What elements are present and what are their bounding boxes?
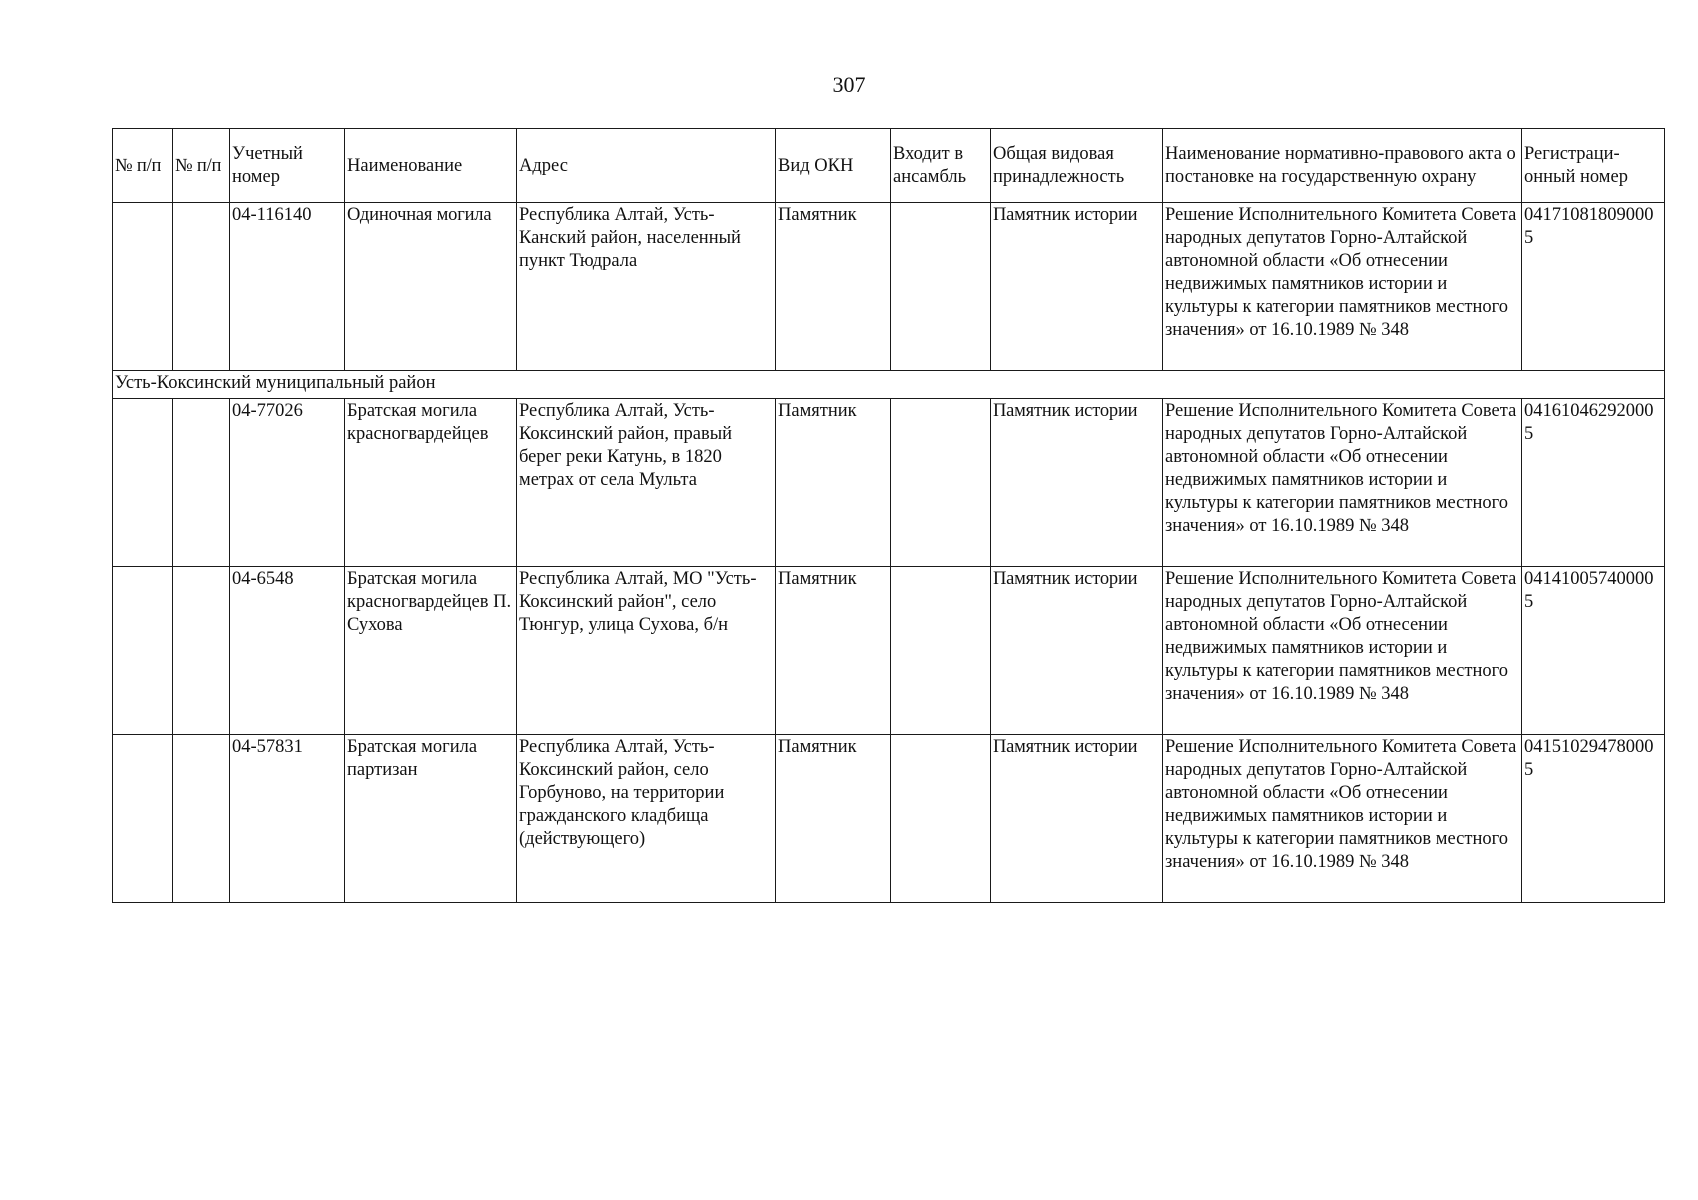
cell-category: Памятник истории (991, 567, 1163, 735)
cell-address: Республика Алтай, Усть-Коксинский район, село Горбуново, на территории гражданского кладбища (действующего) (517, 735, 776, 903)
header-account-number: Учетный номер (230, 129, 345, 203)
cell-category: Памятник истории (991, 735, 1163, 903)
monuments-table (112, 128, 1665, 903)
cell-account-number: 04-116140 (230, 203, 345, 371)
header-category: Общая видовая принадлежность (991, 129, 1163, 203)
cell-address: Республика Алтай, МО "Усть-Коксинский район", село Тюнгур, улица Сухова, б/н (517, 567, 776, 735)
cell-legal-act: Решение Исполнительного Комитета Совета народных депутатов Горно-Алтайской автономной области «Об отнесении недвижимых памятников истории и культуры к категории памятников местного значения» от 16.10.1989 № 348 (1163, 567, 1522, 735)
cell-num2 (173, 203, 230, 371)
cell-account-number: 04-57831 (230, 735, 345, 903)
header-address: Адрес (517, 129, 776, 203)
cell-category: Памятник истории (991, 203, 1163, 371)
cell-address: Республика Алтай, Усть-Коксинский район, правый берег реки Катунь, в 1820 метрах от села Мульта (517, 399, 776, 567)
cell-ensemble (891, 203, 991, 371)
cell-num1 (113, 567, 173, 735)
cell-ensemble (891, 735, 991, 903)
cell-okn-type: Памятник (776, 567, 891, 735)
cell-num2 (173, 399, 230, 567)
header-legal-act: Наименование нормативно-правового акта о постановке на государственную охрану (1163, 129, 1522, 203)
cell-legal-act: Решение Исполнительного Комитета Совета народных депутатов Горно-Алтайской автономной области «Об отнесении недвижимых памятников истории и культуры к категории памятников местного значения» от 16.10.1989 № 348 (1163, 735, 1522, 903)
table-row (113, 735, 1665, 903)
cell-num1 (113, 399, 173, 567)
cell-address: Республика Алтай, Усть-Канский район, населенный пункт Тюдрала (517, 203, 776, 371)
cell-num1 (113, 735, 173, 903)
cell-num1 (113, 203, 173, 371)
table-row (113, 567, 1665, 735)
cell-name: Одиночная могила (345, 203, 517, 371)
header-num1: № п/п (113, 129, 173, 203)
cell-name: Братская могила красногвардейцев П. Сухова (345, 567, 517, 735)
header-reg-number: Регистраци-онный номер (1522, 129, 1665, 203)
cell-okn-type: Памятник (776, 203, 891, 371)
cell-reg-number: 041710818090005 (1522, 203, 1665, 371)
cell-category: Памятник истории (991, 399, 1163, 567)
cell-num2 (173, 567, 230, 735)
table-row (113, 399, 1665, 567)
cell-reg-number: 041610462920005 (1522, 399, 1665, 567)
cell-name: Братская могила партизан (345, 735, 517, 903)
cell-num2 (173, 735, 230, 903)
cell-ensemble (891, 399, 991, 567)
header-num2: № п/п (173, 129, 230, 203)
cell-legal-act: Решение Исполнительного Комитета Совета народных депутатов Горно-Алтайской автономной области «Об отнесении недвижимых памятников истории и культуры к категории памятников местного значения» от 16.10.1989 № 348 (1163, 203, 1522, 371)
cell-ensemble (891, 567, 991, 735)
header-ensemble: Входит в ансамбль (891, 129, 991, 203)
table-header-row (113, 129, 1665, 203)
cell-okn-type: Памятник (776, 735, 891, 903)
table-row (113, 203, 1665, 371)
page-number: 307 (832, 72, 866, 97)
cell-reg-number: 041510294780005 (1522, 735, 1665, 903)
cell-name: Братская могила красногвардейцев (345, 399, 517, 567)
header-name: Наименование (345, 129, 517, 203)
cell-reg-number: 041410057400005 (1522, 567, 1665, 735)
section-title: Усть-Коксинский муниципальный район (113, 371, 1665, 399)
cell-account-number: 04-6548 (230, 567, 345, 735)
cell-account-number: 04-77026 (230, 399, 345, 567)
section-row (113, 371, 1665, 399)
cell-okn-type: Памятник (776, 399, 891, 567)
cell-legal-act: Решение Исполнительного Комитета Совета народных депутатов Горно-Алтайской автономной области «Об отнесении недвижимых памятников истории и культуры к категории памятников местного значения» от 16.10.1989 № 348 (1163, 399, 1522, 567)
header-okn-type: Вид ОКН (776, 129, 891, 203)
